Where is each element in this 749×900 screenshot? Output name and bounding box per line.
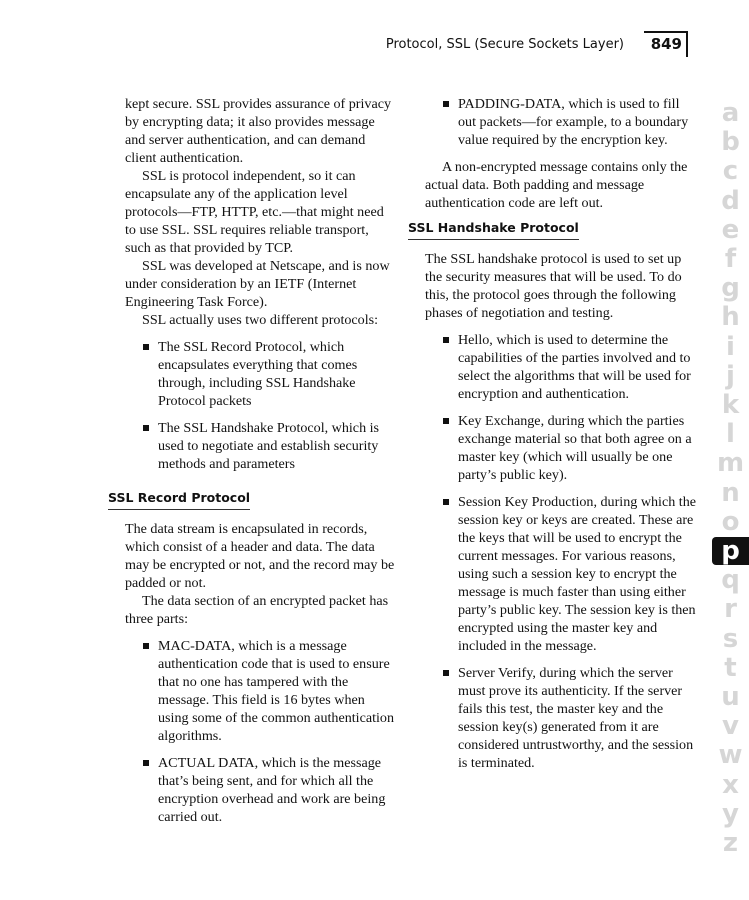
index-letter-h: h — [721, 302, 740, 333]
index-letter-g: g — [721, 273, 740, 304]
paragraph: SSL is protocol independent, so it can encapsulate any of the application level protocols—FTP, HTTP, etc.—that might need to use SSL. SSL requires reliable transport, such as that provided by TCP. — [125, 168, 384, 256]
index-letter-s: s — [722, 623, 739, 654]
index-letter-f: f — [724, 244, 737, 274]
index-letter-y: y — [722, 798, 739, 829]
list-item — [158, 419, 398, 473]
index-letter-n: n — [721, 477, 740, 508]
header-bar — [686, 31, 688, 57]
left-column — [108, 95, 398, 835]
list-item-text: The SSL Record Protocol, which encapsulates everything that comes through, including SSL Handshake Protocol packets — [158, 339, 358, 409]
page-number: 849 — [650, 35, 682, 53]
list-item — [158, 338, 398, 410]
index-letter-e: e — [721, 214, 740, 245]
index-letter-v: v — [722, 711, 739, 742]
bullet-icon — [443, 101, 449, 107]
paragraph: The data stream is encapsulated in records, which consist of a header and data. The data may be encrypted or not, and the record may be padded or not. — [125, 521, 395, 591]
alphabet-thumb-index — [712, 99, 749, 859]
paragraph: The SSL handshake protocol is used to set up the security measures that will be used. To do this, the protocol goes through the following phases of negotiation and testing. — [425, 251, 682, 321]
index-letter-x: x — [722, 769, 739, 800]
list-item-text: MAC-DATA, which is a message authentication code that is used to ensure that no one has tampered with the message. This field is 16 bytes when using some of the common authentication algorithms. — [158, 638, 395, 744]
handshake-phases-list — [408, 331, 696, 772]
index-letter-l: l — [726, 419, 735, 450]
paragraph: SSL was developed at Netscape, and is now under consideration by an IETF (Internet Engineering Task Force). — [125, 258, 390, 310]
paragraph: SSL actually uses two different protocols: — [142, 312, 379, 328]
index-letter-k: k — [721, 390, 740, 420]
list-item — [458, 664, 696, 772]
section-heading-record-protocol: SSL Record Protocol — [108, 489, 250, 510]
index-letter-u: u — [721, 682, 740, 712]
packet-parts-list-continued — [408, 95, 696, 149]
list-item — [158, 637, 398, 745]
list-item-text: PADDING-DATA, which is used to fill out packets—for example, to a boundary value required by the encryption key. — [458, 96, 689, 148]
paragraph: The data section of an encrypted packet has three parts: — [125, 593, 389, 627]
header-rule — [644, 31, 688, 33]
index-letter-i: i — [726, 331, 735, 362]
index-letter-t: t — [724, 652, 737, 683]
packet-parts-list — [108, 637, 398, 826]
index-letter-o: o — [721, 506, 740, 537]
index-letter-b: b — [721, 127, 740, 158]
index-letter-c: c — [722, 156, 739, 187]
list-item-text: Server Verify, during which the server must prove its authenticity. If the server fails this test, the master key and the session key(s) generated from it are considered untrustworthy, and the session is terminated. — [458, 665, 694, 771]
paragraph: kept secure. SSL provides assurance of privacy by encrypting data; it also provides message and server authentication, and can demand client authentication. — [125, 96, 391, 166]
bullet-icon — [143, 643, 149, 649]
index-letter-w: w — [718, 740, 743, 771]
bullet-icon — [443, 337, 449, 343]
list-item — [158, 754, 398, 826]
list-item — [458, 95, 696, 149]
running-title: Protocol, SSL (Secure Sockets Layer) — [385, 37, 624, 52]
list-item-text: Hello, which is used to determine the capabilities of the parties involved and to select the algorithms that will be used for encryption and authentication. — [458, 332, 691, 402]
right-column — [408, 95, 696, 781]
protocol-list — [108, 338, 398, 473]
index-letter-d: d — [721, 185, 740, 216]
index-letter-r: r — [724, 594, 737, 625]
index-letter-a: a — [721, 98, 740, 128]
paragraph: A non-encrypted message contains only the actual data. Both padding and message authentication code are left out. — [425, 159, 688, 211]
list-item-text: Session Key Production, during which the session key or keys are created. These are the keys that will be used to encrypt the current messages. For various reasons, using such a session key to encrypt the message is much faster than using either party’s public key. The session key is then encrypted using the master key and included in the message. — [458, 494, 697, 654]
section-heading-handshake-protocol: SSL Handshake Protocol — [408, 219, 579, 240]
bullet-icon — [143, 344, 149, 350]
index-letter-q: q — [721, 565, 740, 596]
index-letter-p: p — [712, 537, 749, 565]
index-letter-m: m — [716, 448, 745, 479]
list-item-text: Key Exchange, during which the parties exchange material so that both agree on a master key (which will usually be one party’s public key). — [458, 413, 692, 483]
bullet-icon — [443, 499, 449, 505]
bullet-icon — [143, 425, 149, 431]
running-head — [300, 33, 688, 57]
index-letter-j: j — [726, 360, 735, 391]
bullet-icon — [443, 670, 449, 676]
list-item-text: The SSL Handshake Protocol, which is used to negotiate and establish security methods and parameters — [158, 420, 380, 472]
list-item-text: ACTUAL DATA, which is the message that’s being sent, and for which all the encryption overhead and work are being carried out. — [158, 755, 386, 825]
list-item — [458, 493, 696, 655]
list-item — [458, 412, 696, 484]
bullet-icon — [143, 760, 149, 766]
bullet-icon — [443, 418, 449, 424]
list-item — [458, 331, 696, 403]
index-letter-z: z — [722, 828, 739, 858]
